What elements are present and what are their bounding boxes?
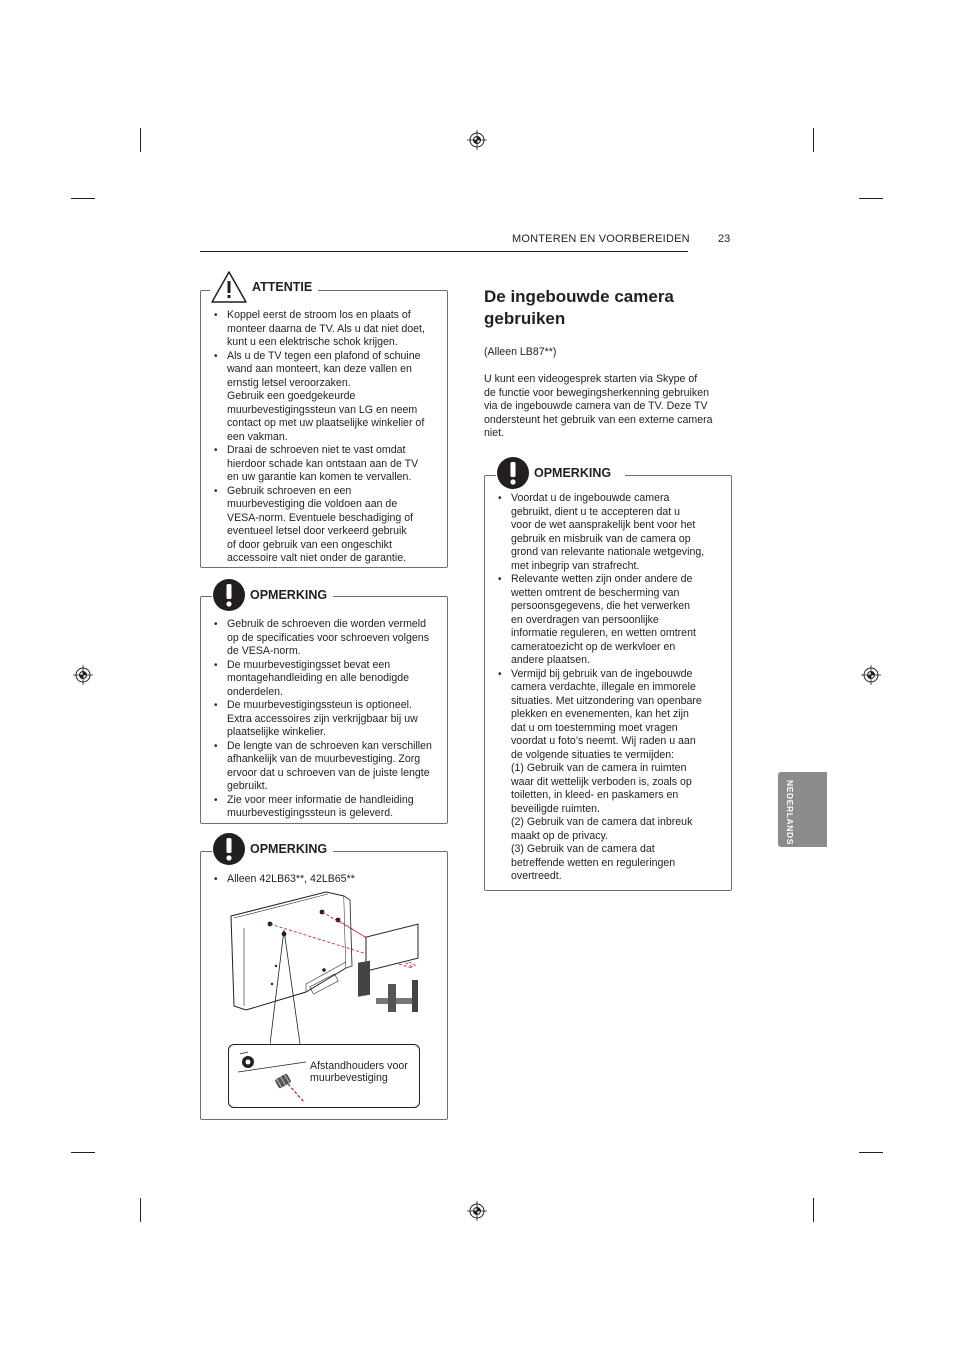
spacer-label-line: Afstandhouders voor bbox=[310, 1060, 408, 1072]
attentie-header bbox=[210, 270, 318, 304]
registration-mark-icon bbox=[861, 665, 881, 685]
opmerking-header-2 bbox=[212, 832, 333, 866]
header-rule bbox=[200, 251, 688, 252]
page-number: 23 bbox=[718, 233, 731, 245]
registration-mark-icon bbox=[73, 665, 93, 685]
list-item: • Vermijd bij gebruik van de ingebouwde camera verdachte, illegale en immorele situaties. Met uitzondering van openbare plekken en evenementen, kan het zijn dat u om toestemming moet vragen voordat u foto’s neemt. Wij raden u aan de volgende situaties te vermijden: (1) Gebruik van de camera in ruimten waar dit wettelijk verboden is, zoals op toiletten, in kleed- en paskamers en beveiligde ruimten. (2) Gebruik van de camera dat inbreuk maakt op de privacy. (3) Gebruik van de camera dat betreffende wetten en reguleringen overtreedt. bbox=[497, 668, 727, 884]
camera-note-header bbox=[496, 456, 625, 490]
camera-heading: De ingebouwde camera gebruiken bbox=[484, 287, 674, 328]
registration-mark-icon bbox=[467, 130, 487, 150]
opmerking-header-1 bbox=[212, 578, 333, 612]
crop-mark bbox=[140, 1198, 141, 1222]
crop-mark bbox=[71, 1152, 95, 1153]
list-item: • De lengte van de schroeven kan verschillen afhankelijk van de muurbevestiging. Zorg ervoor dat u schroeven van de juiste lengte gebruikt. bbox=[213, 740, 443, 794]
opmerking-list-1 bbox=[213, 618, 443, 821]
note-icon bbox=[496, 456, 530, 490]
list-item: • Voordat u de ingebouwde camera gebruikt, dient u te accepteren dat u voor de wet aansprakelijk bent voor het gebruik en misbruik van de camera op grond van relevante nationale wetgeving, met inbegrip van strafrecht. bbox=[497, 492, 727, 573]
section-title: MONTEREN EN VOORBEREIDEN bbox=[512, 233, 690, 245]
opmerking-list-2 bbox=[213, 873, 443, 887]
attentie-list bbox=[213, 309, 443, 566]
list-item: • De muurbevestigingsset bevat een montagehandleiding en alle benodigde onderdelen. bbox=[213, 659, 443, 700]
opmerking-title: OPMERKING bbox=[250, 588, 328, 602]
list-item: • De muurbevestigingssteun is optioneel. Extra accessoires zijn verkrijgbaar bij uw plaatselijke winkelier. bbox=[213, 699, 443, 740]
camera-note-list bbox=[497, 492, 727, 884]
language-tab bbox=[778, 772, 827, 847]
crop-mark bbox=[813, 128, 814, 152]
note-icon bbox=[212, 578, 246, 612]
list-item: • Alleen 42LB63**, 42LB65** bbox=[213, 873, 443, 887]
callout-lines bbox=[270, 930, 330, 1045]
crop-mark bbox=[859, 198, 883, 199]
list-item: • Draai de schroeven niet te vast omdat hierdoor schade kan ontstaan aan de TV en uw garantie kan komen te vervallen. bbox=[213, 444, 443, 485]
opmerking-title: OPMERKING bbox=[250, 842, 328, 856]
camera-models: (Alleen LB87**) bbox=[484, 346, 557, 358]
list-item: • Koppel eerst de stroom los en plaats of monteer daarna de TV. Als u dat niet doet, kunt u een elektrische schok krijgen. bbox=[213, 309, 443, 350]
note-icon bbox=[212, 832, 246, 866]
crop-mark bbox=[140, 128, 141, 152]
list-item: • Relevante wetten zijn onder andere de wetten omtrent de bescherming van persoonsgegevens, die het verwerken en overdragen van persoonlijke informatie reguleren, en wetten omtrent cameratoezicht op de werkvloer en andere plaatsen. bbox=[497, 573, 727, 668]
attentie-title: ATTENTIE bbox=[252, 280, 313, 294]
camera-intro: U kunt een videogesprek starten via Skype of de functie voor bewegingsherkenning gebruiken via de ingebouwde camera van de TV. Deze TV ondersteunt het gebruik van een externe camera niet. bbox=[484, 373, 713, 439]
list-item: • Als u de TV tegen een plafond of schuine wand aan monteert, kan deze vallen en ernstig letsel veroorzaken. Gebruik een goedgekeurde muurbevestigingssteun van LG en neem contact op met uw plaatselijke winkelier of een vakman. bbox=[213, 350, 443, 445]
crop-mark bbox=[71, 198, 95, 199]
spacer-icon bbox=[236, 1050, 308, 1104]
list-item: • Zie voor meer informatie de handleiding muurbevestigingssteun is geleverd. bbox=[213, 794, 443, 821]
spacer-label bbox=[310, 1060, 408, 1084]
list-item: • Gebruik de schroeven die worden vermeld op de specificaties voor schroeven volgens de VESA-norm. bbox=[213, 618, 443, 659]
crop-mark bbox=[813, 1198, 814, 1222]
list-item: • Gebruik schroeven en een muurbevestiging die voldoen aan de VESA-norm. Eventuele beschadiging of eventueel letsel door verkeerd gebruik of door gebruik van een ongeschikt accessoire valt niet onder de garantie. bbox=[213, 485, 443, 566]
registration-mark-icon bbox=[467, 1201, 487, 1221]
camera-note-title: OPMERKING bbox=[534, 466, 612, 480]
spacer-label-line: muurbevestiging bbox=[310, 1072, 388, 1084]
warning-icon bbox=[210, 270, 248, 304]
crop-mark bbox=[859, 1152, 883, 1153]
language-tab-label: NEDERLANDS bbox=[785, 780, 795, 846]
